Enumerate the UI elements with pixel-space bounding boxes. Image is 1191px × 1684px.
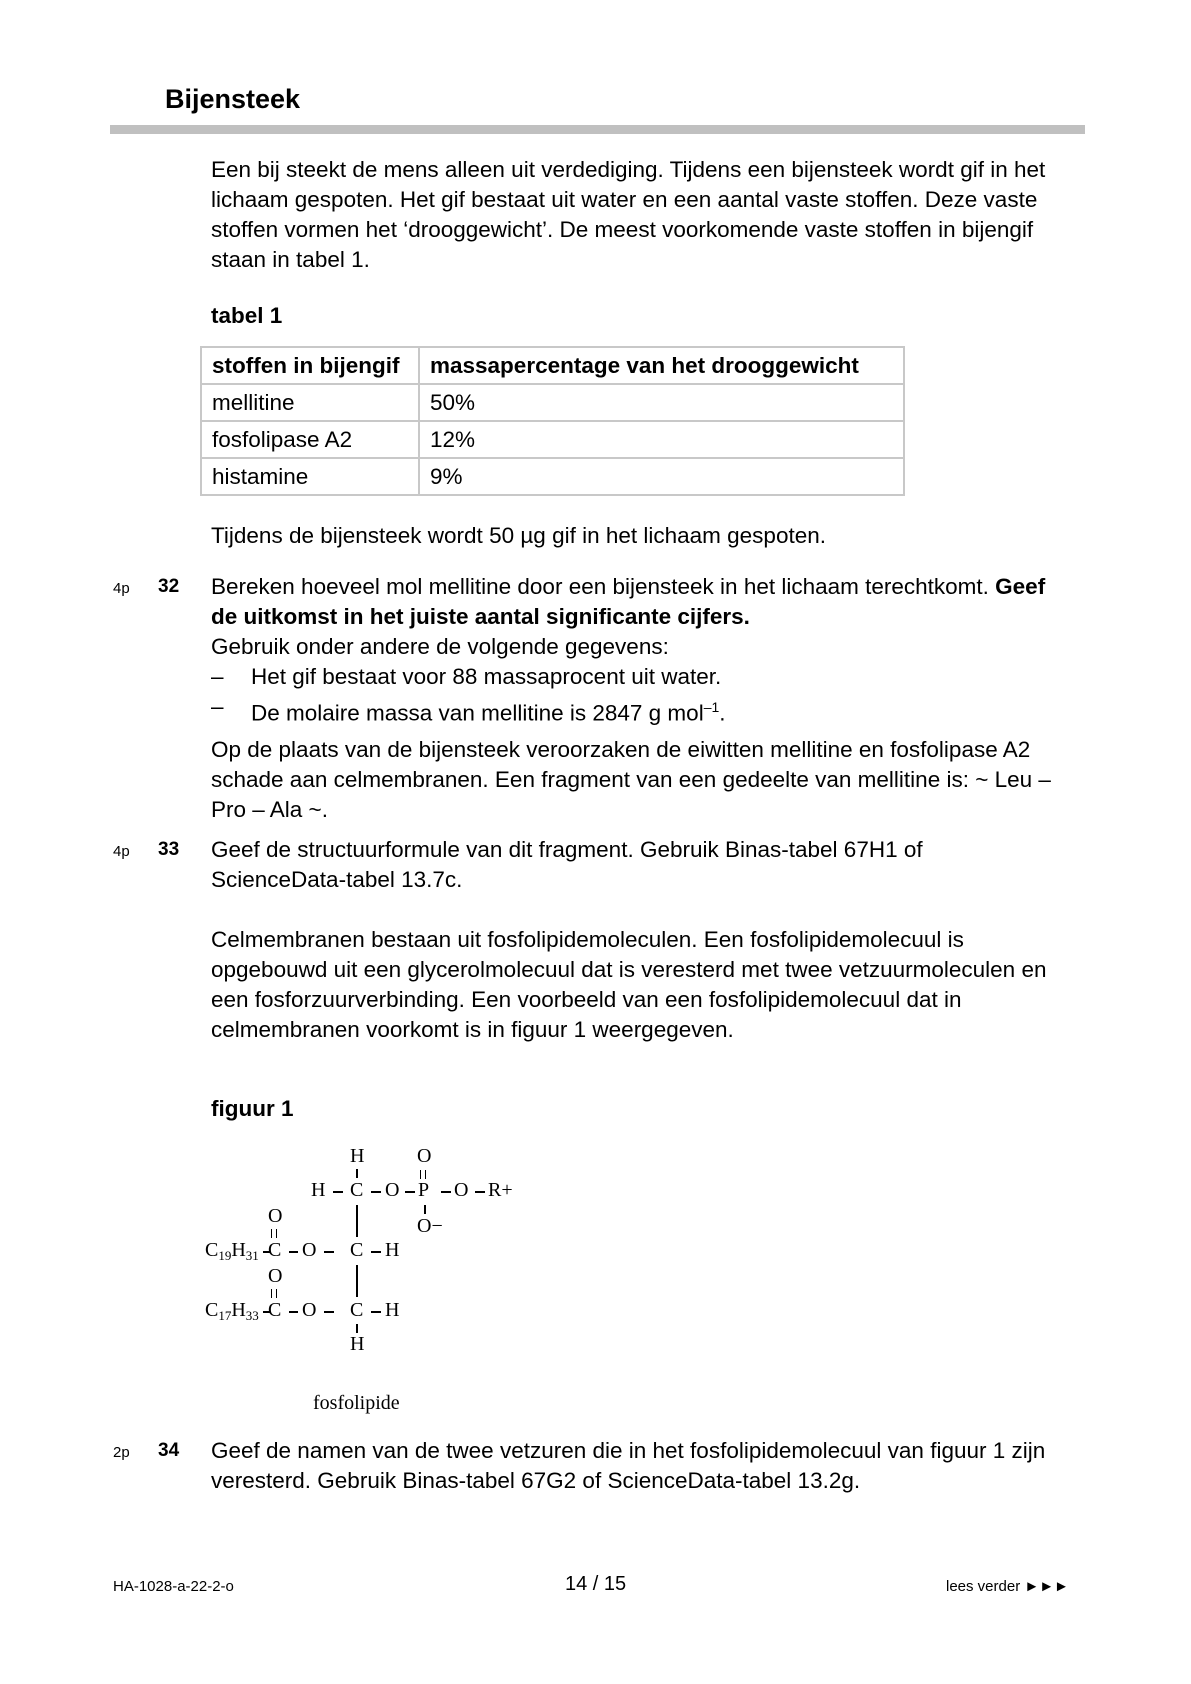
bond [424, 1205, 426, 1214]
atom-h: H [311, 1179, 326, 1201]
atom-p: P [418, 1179, 430, 1201]
atom-o: O [268, 1205, 283, 1227]
bond [405, 1191, 415, 1193]
table-cell: 50% [419, 384, 904, 421]
table-header: massapercentage van het drooggewicht [419, 347, 904, 384]
question-text-bold: Geef de uitkomst in het juiste aantal significante cijfers. [211, 574, 1046, 629]
bond [356, 1169, 358, 1178]
double-bond [271, 1289, 277, 1298]
intro-paragraph [211, 155, 1061, 275]
after-table-text: Tijdens de bijensteek wordt 50 µg gif in het lichaam gespoten. [211, 523, 826, 548]
fatty-acid-chain-1 [205, 1239, 259, 1264]
table-row [201, 384, 904, 421]
atom-o: O [454, 1179, 469, 1201]
superscript: –1 [703, 699, 720, 715]
atom-c: C [350, 1299, 364, 1321]
atom-h: H [231, 1299, 246, 1321]
table-header-row [201, 347, 904, 384]
question-number: 34 [158, 1440, 180, 1461]
table-cell: histamine [201, 458, 419, 495]
continue-indicator: lees verder ►►► [946, 1578, 1069, 1595]
atom-h: H [385, 1299, 400, 1321]
bond [289, 1311, 298, 1313]
question-number: 32 [158, 576, 180, 597]
subscript: 17 [218, 1308, 232, 1323]
table-caption: tabel 1 [211, 303, 283, 328]
atom-h: H [385, 1239, 400, 1261]
atom-o: O [268, 1265, 283, 1287]
question-text-start: Bereken hoeveel mol mellitine door een bijensteek in het lichaam terechtkomt. [211, 574, 996, 599]
figure-caption: figuur 1 [211, 1096, 294, 1121]
data-list-item [211, 692, 1061, 729]
mellitine-paragraph: Op de plaats van de bijensteek veroorzaken de eiwitten mellitine en fosfolipase A2 schade aan celmembranen. Een fragment van een gedeelte van mellitine is: ~ Leu – Pro – Ala ~. [211, 737, 1051, 822]
dash-bullet: – [211, 664, 224, 689]
bond [371, 1191, 381, 1193]
atom-o: O [417, 1145, 432, 1167]
atom-c: C [350, 1179, 364, 1201]
atom-o: O [385, 1179, 400, 1201]
bond [324, 1311, 334, 1313]
table-1 [200, 346, 905, 496]
intro-text: Een bij steekt de mens alleen uit verdediging. Tijdens een bijensteek wordt gif in het lichaam gespoten. Het gif bestaat uit water en een aantal vaste stoffen. Deze vaste stoffen vormen het ‘drooggewicht’. De meest voorkomende vaste stoffen in bijengif staan in tabel 1. [211, 157, 1046, 272]
atom-c: C [350, 1239, 364, 1261]
atom-h: H [350, 1333, 365, 1355]
question-points: 2p [113, 1444, 130, 1461]
list-item-end: . [719, 700, 726, 726]
table-row [201, 458, 904, 495]
bond [371, 1311, 381, 1313]
atom-c: C [205, 1239, 219, 1261]
atom-o: O [302, 1239, 317, 1261]
title-rule [110, 125, 1085, 134]
fatty-acid-chain-2 [205, 1299, 259, 1324]
exam-code: HA-1028-a-22-2-o [113, 1578, 234, 1595]
double-bond [271, 1229, 277, 1238]
figure-label: fosfolipide [313, 1392, 400, 1414]
atom-c: C [268, 1239, 282, 1261]
table-cell: mellitine [201, 384, 419, 421]
question-text-after: Gebruik onder andere de volgende gegevens: [211, 634, 669, 659]
question-points: 4p [113, 843, 130, 860]
atom-o-minus: O− [417, 1215, 443, 1237]
bond [324, 1251, 334, 1253]
bond [356, 1324, 358, 1333]
question-text: Geef de namen van de twee vetzuren die in het fosfolipidemolecuul van figuur 1 zijn veresterd. Gebruik Binas-tabel 67G2 of ScienceData-tabel 13.2g. [211, 1438, 1046, 1493]
bond [441, 1191, 451, 1193]
page-number: 14 / 15 [565, 1573, 627, 1595]
table-row [201, 421, 904, 458]
section-title: Bijensteek [165, 84, 301, 114]
question-text [211, 572, 1061, 729]
bond [289, 1251, 298, 1253]
atom-r-plus: R+ [488, 1179, 513, 1201]
dash-bullet: – [211, 694, 224, 719]
phospholipid-structure-diagram [205, 1145, 545, 1415]
question-points: 4p [113, 580, 130, 597]
atom-h: H [350, 1145, 365, 1167]
list-item-text: De molaire massa van mellitine is 2847 g mol [251, 700, 704, 726]
table-cell: fosfolipase A2 [201, 421, 419, 458]
bond [475, 1191, 485, 1193]
atom-o: O [302, 1299, 317, 1321]
membrane-paragraph: Celmembranen bestaan uit fosfolipidemoleculen. Een fosfolipidemolecuul is opgebouwd uit een glycerolmolecuul dat is veresterd met twee vetzuurmoleculen en een fosforzuurverbinding. Een voorbeeld van een fosfolipidemolecuul dat in celmembranen voorkomt is in figuur 1 weergegeven. [211, 927, 1047, 1042]
list-item-text: Het gif bestaat voor 88 massaprocent uit water. [251, 664, 722, 689]
bond [371, 1251, 381, 1253]
data-list-item [211, 662, 1061, 692]
question-number: 33 [158, 839, 180, 860]
bond [333, 1191, 343, 1193]
subscript: 31 [245, 1248, 259, 1263]
subscript: 33 [245, 1308, 259, 1323]
bond [356, 1205, 358, 1237]
table-header: stoffen in bijengif [201, 347, 419, 384]
atom-c: C [205, 1299, 219, 1321]
subscript: 19 [218, 1248, 232, 1263]
atom-c: C [268, 1299, 282, 1321]
table-cell: 12% [419, 421, 904, 458]
bond [356, 1265, 358, 1297]
double-bond [420, 1170, 426, 1179]
atom-h: H [231, 1239, 246, 1261]
table-cell: 9% [419, 458, 904, 495]
question-text: Geef de structuurformule van dit fragment. Gebruik Binas-tabel 67H1 of ScienceData-tabel 13.7c. [211, 837, 923, 892]
